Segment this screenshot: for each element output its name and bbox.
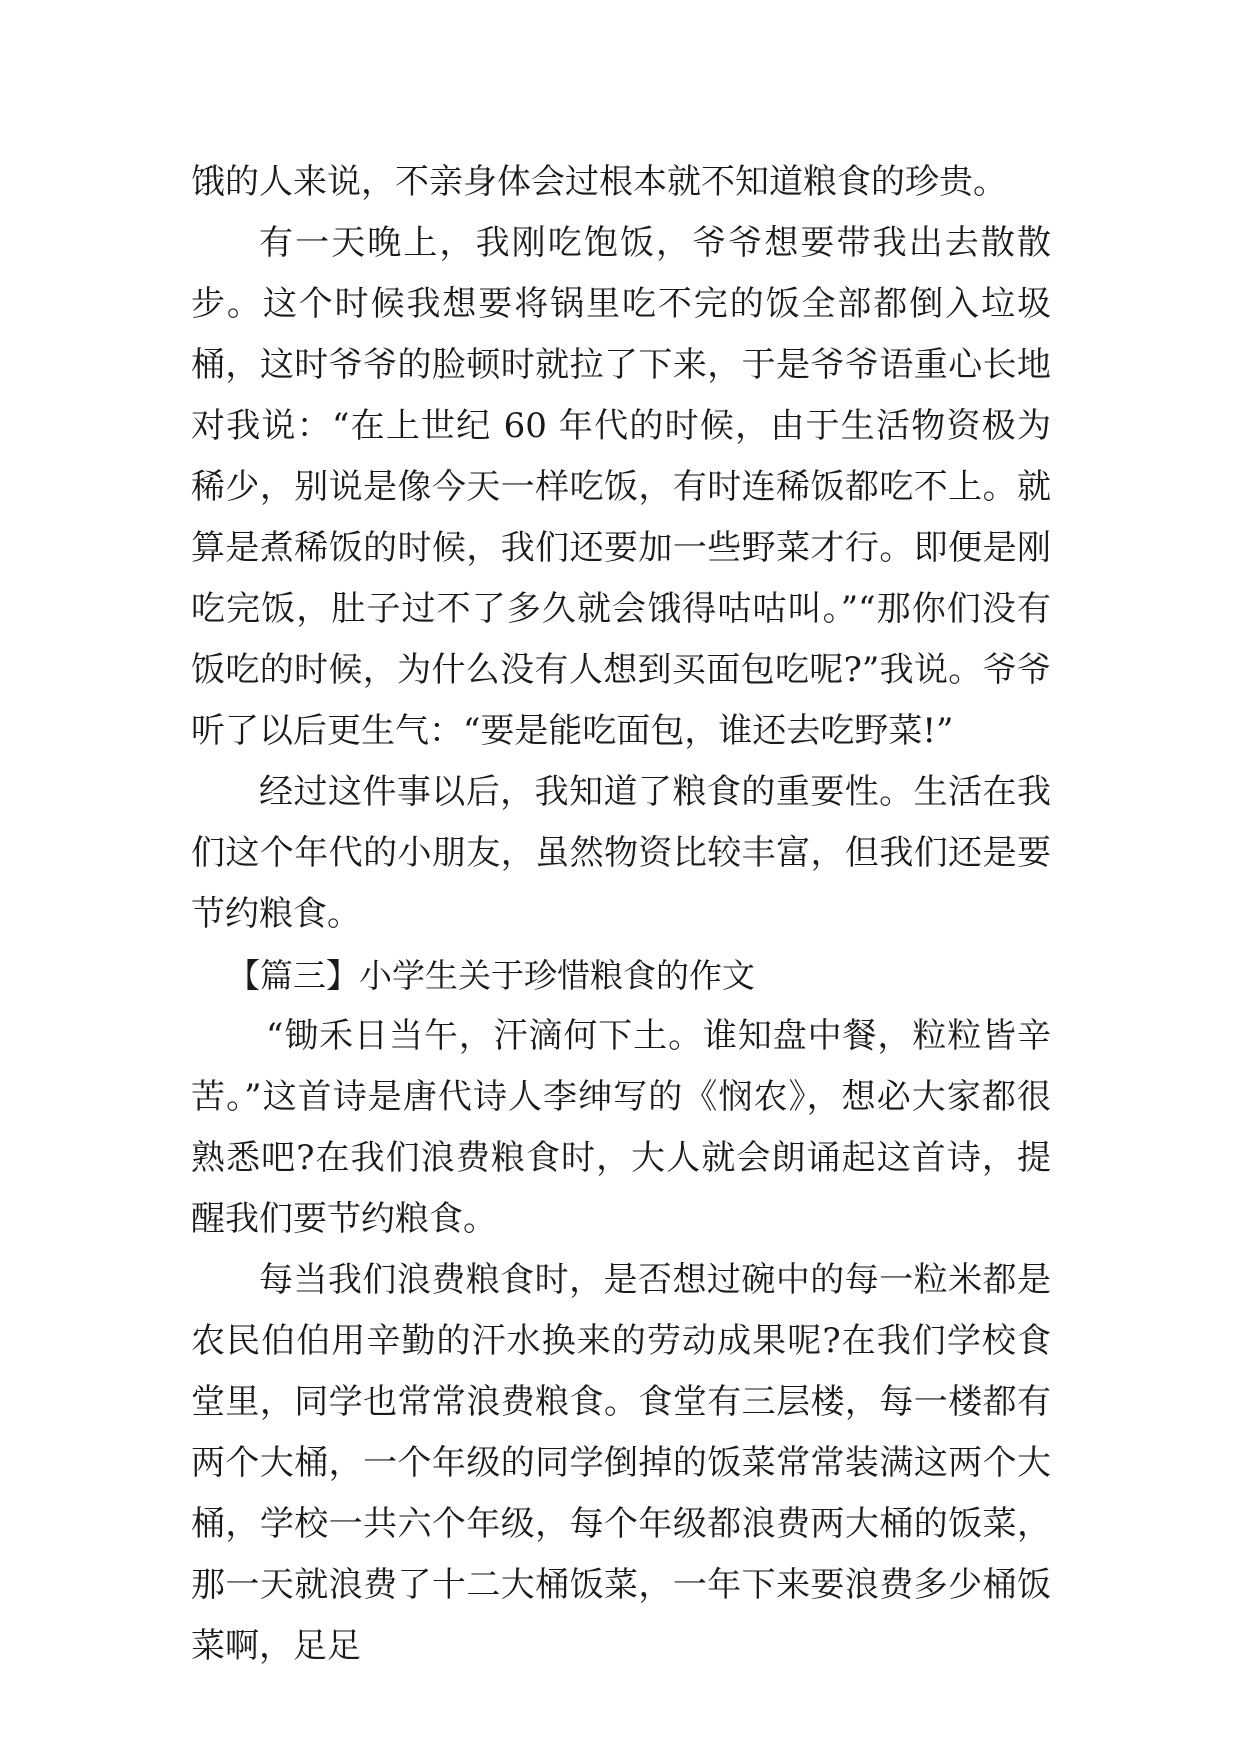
paragraph-cafeteria: 每当我们浪费粮食时，是否想过碗中的每一粒米都是农民伯伯用辛勤的汗水换来的劳动成果呢?在我们学校食堂里，同学也常常浪费粮食。食堂有三层楼，每一楼都有两个大桶，一个年级的同学倒掉的饭菜常常装满这两个大桶，学校一共六个年级，每个年级都浪费两大桶的饭菜，那一天就浪费了十二大桶饭菜，一年下来要浪费多少桶饭菜啊，足足 — [191, 1260, 1051, 1666]
paragraph-grandpa-story: 有一天晚上，我刚吃饱饭，爷爷想要带我出去散散步。这个时候我想要将锅里吃不完的饭全部都倒入垃圾桶，这时爷爷的脸顿时就拉了下来，于是爷爷语重心长地对我说：“在上世纪 60 年代的时候，由于生活物资极为稀少，别说是像今天一样吃饭，有时连稀饭都吃不上。就算是煮稀饭的时候，我们还要加一些野菜才行。即便是刚吃完饭，肚子过不了多久就会饿得咕咕叫。”“那你们没有饭吃的时候，为什么没有人想到买面包吃呢?”我说。爷爷听了以后更生气：“要是能吃面包，谁还去吃野菜!” — [191, 223, 1051, 751]
paragraph-lesson: 经过这件事以后，我知道了粮食的重要性。生活在我们这个年代的小朋友，虽然物资比较丰富，但我们还是要节约粮食。 — [191, 772, 1051, 934]
section-heading: 【篇三】小学生关于珍惜粮食的作文 — [227, 956, 755, 995]
document-body — [191, 152, 1051, 1677]
paragraph-continuation: 饿的人来说，不亲身体会过根本就不知道粮食的珍贵。 — [191, 162, 1007, 202]
paragraph-poem: “锄禾日当午，汗滴何下土。谁知盘中餐，粒粒皆辛苦。”这首诗是唐代诗人李绅写的《悯农》，想必大家都很熟悉吧?在我们浪费粮食时，大人就会朗诵起这首诗，提醒我们要节约粮食。 — [191, 1016, 1051, 1239]
